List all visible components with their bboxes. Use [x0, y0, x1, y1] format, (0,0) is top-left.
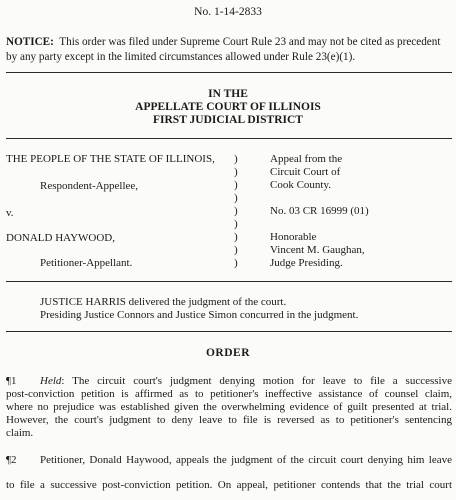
caption-paren: ): [234, 231, 238, 243]
caption-paren: ): [234, 205, 238, 217]
court-name: APPELLATE COURT OF ILLINOIS: [135, 101, 321, 113]
judge-name: Vincent M. Gaughan,: [270, 244, 365, 256]
case-number: No. 03 CR 16999 (01): [270, 205, 369, 217]
paragraph-1-line: [40, 375, 452, 387]
caption-paren: ): [234, 244, 238, 256]
caption-paren: ): [234, 257, 238, 269]
paragraph-1-text: : The circuit court's judgment denying motion for leave to file a successive: [61, 375, 452, 387]
paragraph-number: ¶2: [6, 454, 17, 466]
divider-order: [6, 331, 452, 332]
judge-presiding: Judge Presiding.: [270, 257, 343, 269]
paragraph-1-line: where no prejudice was established given the overwhelming evidence of guilt presented at trial.: [6, 401, 452, 413]
notice-text: This order was filed under Supreme Court Rule 23 and may not be cited as precedent by any party except in the limited circumstances allowed under Rule 23(e)(1).: [6, 36, 441, 63]
caption-paren: ): [234, 192, 238, 204]
plaintiff-role: Respondent-Appellee,: [40, 180, 139, 192]
paragraph-number: ¶1: [6, 375, 17, 387]
defendant-role: Petitioner-Appellant.: [40, 257, 133, 269]
paragraph-1-line: claim.: [6, 427, 34, 439]
court-district: FIRST JUDICIAL DISTRICT: [153, 114, 303, 126]
divider-caption-bottom: [6, 281, 452, 282]
paragraph-2-line: Petitioner, Donald Haywood, appeals the judgment of the circuit court denying him leave: [40, 454, 452, 466]
judge-honorific: Honorable: [270, 231, 317, 243]
appeal-county: Cook County.: [270, 179, 332, 191]
caption-paren: ): [234, 153, 238, 165]
caption-paren: ): [234, 166, 238, 178]
judgment-concurrence: Presiding Justice Connors and Justice Simon concurred in the judgment.: [40, 309, 359, 321]
divider-caption-top: [6, 138, 452, 139]
versus: v.: [6, 207, 14, 219]
court-line-1: IN THE: [208, 88, 248, 100]
divider-top: [6, 72, 452, 73]
caption-paren: ): [234, 179, 238, 191]
defendant-name: DONALD HAYWOOD,: [6, 232, 115, 244]
plaintiff-name: THE PEOPLE OF THE STATE OF ILLINOIS,: [6, 153, 215, 165]
notice-label: NOTICE:: [6, 36, 54, 48]
paragraph-1-line: However, the court's judgment to deny leave to file is reversed as to petitioner's sentencing: [6, 414, 452, 426]
judgment-author: JUSTICE HARRIS delivered the judgment of the court.: [40, 296, 287, 308]
paragraph-2-line: to file a successive post-conviction petition. On appeal, petitioner contends that the trial court: [6, 479, 452, 491]
held-label: Held: [40, 375, 62, 387]
docket-number: No. 1-14-2833: [194, 6, 262, 18]
caption-paren: ): [234, 218, 238, 230]
paragraph-1-line: post-conviction petition is affirmed as to petitioner's ineffective assistance of counsel claim,: [6, 388, 452, 400]
notice-paragraph: [6, 35, 452, 65]
order-heading: ORDER: [205, 347, 251, 359]
appeal-court: Circuit Court of: [270, 166, 341, 178]
appeal-from: Appeal from the: [270, 153, 343, 165]
